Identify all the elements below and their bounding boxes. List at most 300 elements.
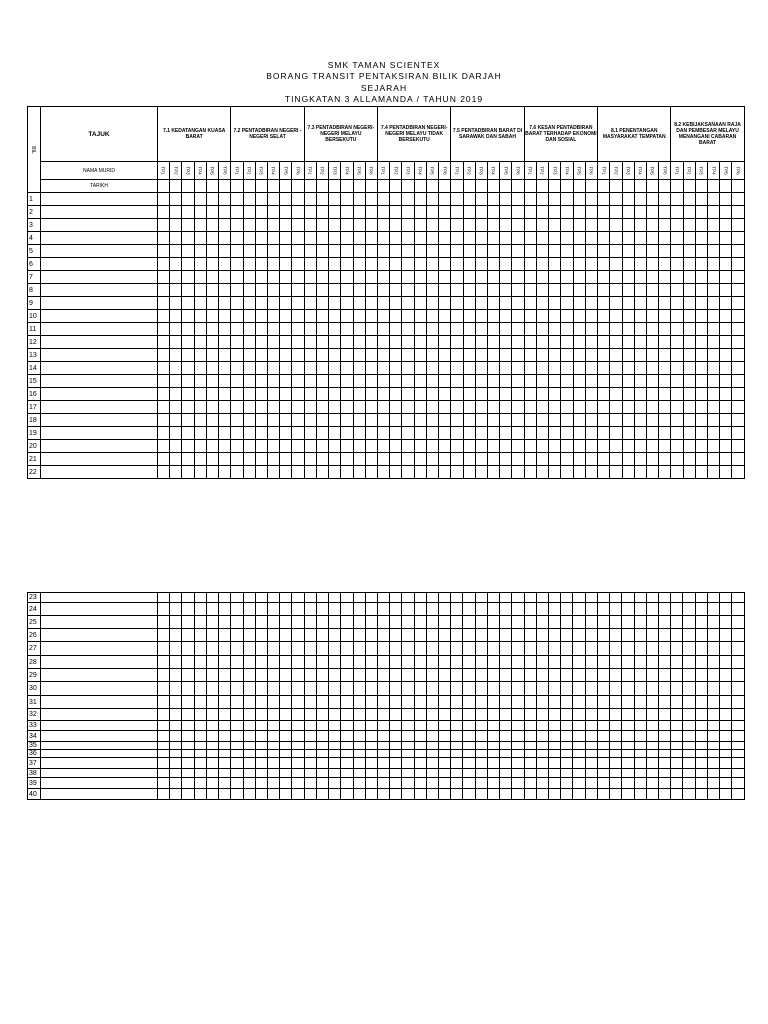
score-cell[interactable] [414,401,426,414]
score-cell[interactable] [292,709,304,721]
score-cell[interactable] [329,193,341,206]
score-cell[interactable] [732,440,744,453]
score-cell[interactable] [708,375,720,388]
score-cell[interactable] [732,271,744,284]
date-cell[interactable] [598,180,610,193]
score-cell[interactable] [646,245,658,258]
score-cell[interactable] [585,721,597,731]
score-cell[interactable] [378,466,390,479]
score-cell[interactable] [390,232,402,245]
score-cell[interactable] [329,375,341,388]
score-cell[interactable] [463,656,475,669]
score-cell[interactable] [304,219,316,232]
score-cell[interactable] [378,362,390,375]
score-cell[interactable] [377,758,389,769]
score-cell[interactable] [243,323,255,336]
score-cell[interactable] [671,245,683,258]
score-cell[interactable] [353,656,365,669]
score-cell[interactable] [219,440,231,453]
score-cell[interactable] [585,742,597,750]
score-cell[interactable] [170,310,182,323]
score-cell[interactable] [585,336,597,349]
score-cell[interactable] [561,336,573,349]
score-cell[interactable] [646,682,658,696]
score-cell[interactable] [671,206,683,219]
score-cell[interactable] [500,219,512,232]
score-cell[interactable] [585,616,597,629]
score-cell[interactable] [683,758,695,769]
score-cell[interactable] [426,656,438,669]
date-cell[interactable] [549,180,561,193]
score-cell[interactable] [182,297,194,310]
score-cell[interactable] [378,323,390,336]
score-cell[interactable] [585,297,597,310]
score-cell[interactable] [158,682,170,696]
score-cell[interactable] [598,232,610,245]
score-cell[interactable] [402,642,414,656]
score-cell[interactable] [402,310,414,323]
score-cell[interactable] [170,616,182,629]
score-cell[interactable] [219,271,231,284]
score-cell[interactable] [341,362,353,375]
score-cell[interactable] [708,245,720,258]
score-cell[interactable] [353,440,365,453]
score-cell[interactable] [292,232,304,245]
score-cell[interactable] [610,769,622,778]
score-cell[interactable] [720,193,732,206]
score-cell[interactable] [158,193,170,206]
score-cell[interactable] [194,193,206,206]
score-cell[interactable] [610,603,622,616]
score-cell[interactable] [524,731,536,742]
score-cell[interactable] [500,336,512,349]
score-cell[interactable] [280,310,292,323]
score-cell[interactable] [267,642,279,656]
score-cell[interactable] [426,642,438,656]
score-cell[interactable] [646,258,658,271]
score-cell[interactable] [524,193,536,206]
score-cell[interactable] [390,427,402,440]
score-cell[interactable] [536,310,548,323]
score-cell[interactable] [720,414,732,427]
score-cell[interactable] [512,669,524,682]
score-cell[interactable] [194,750,206,758]
score-cell[interactable] [194,297,206,310]
score-cell[interactable] [671,758,683,769]
score-cell[interactable] [646,401,658,414]
score-cell[interactable] [475,427,487,440]
score-cell[interactable] [329,642,341,656]
score-cell[interactable] [255,731,267,742]
score-cell[interactable] [487,336,499,349]
score-cell[interactable] [304,284,316,297]
score-cell[interactable] [732,388,744,401]
score-cell[interactable] [585,603,597,616]
score-cell[interactable] [549,284,561,297]
score-cell[interactable] [255,219,267,232]
score-cell[interactable] [219,245,231,258]
score-cell[interactable] [170,349,182,362]
student-name-cell[interactable] [41,349,158,362]
score-cell[interactable] [561,284,573,297]
score-cell[interactable] [414,232,426,245]
score-cell[interactable] [414,629,426,642]
score-cell[interactable] [414,362,426,375]
score-cell[interactable] [500,603,512,616]
score-cell[interactable] [597,642,609,656]
score-cell[interactable] [573,336,585,349]
score-cell[interactable] [451,616,463,629]
score-cell[interactable] [451,375,463,388]
score-cell[interactable] [549,758,561,769]
score-cell[interactable] [439,388,451,401]
score-cell[interactable] [243,297,255,310]
score-cell[interactable] [182,206,194,219]
score-cell[interactable] [549,721,561,731]
score-cell[interactable] [463,362,475,375]
score-cell[interactable] [463,258,475,271]
score-cell[interactable] [365,193,377,206]
score-cell[interactable] [500,769,512,778]
score-cell[interactable] [329,778,341,789]
score-cell[interactable] [597,769,609,778]
score-cell[interactable] [353,769,365,778]
score-cell[interactable] [255,629,267,642]
score-cell[interactable] [426,245,438,258]
score-cell[interactable] [634,297,646,310]
score-cell[interactable] [610,669,622,682]
score-cell[interactable] [659,271,671,284]
score-cell[interactable] [158,629,170,642]
score-cell[interactable] [646,219,658,232]
score-cell[interactable] [292,297,304,310]
score-cell[interactable] [402,453,414,466]
score-cell[interactable] [304,603,316,616]
score-cell[interactable] [316,682,328,696]
score-cell[interactable] [524,297,536,310]
score-cell[interactable] [292,310,304,323]
score-cell[interactable] [316,453,328,466]
score-cell[interactable] [683,769,695,778]
score-cell[interactable] [487,284,499,297]
score-cell[interactable] [463,682,475,696]
score-cell[interactable] [414,440,426,453]
score-cell[interactable] [439,629,451,642]
score-cell[interactable] [610,721,622,731]
score-cell[interactable] [304,414,316,427]
score-cell[interactable] [280,193,292,206]
student-name-cell[interactable] [41,789,158,800]
score-cell[interactable] [170,219,182,232]
score-cell[interactable] [439,323,451,336]
score-cell[interactable] [695,388,707,401]
score-cell[interactable] [158,603,170,616]
score-cell[interactable] [585,427,597,440]
score-cell[interactable] [206,232,218,245]
score-cell[interactable] [634,427,646,440]
score-cell[interactable] [206,750,218,758]
score-cell[interactable] [597,593,609,603]
score-cell[interactable] [487,232,499,245]
date-cell[interactable] [231,180,243,193]
score-cell[interactable] [500,271,512,284]
score-cell[interactable] [426,742,438,750]
score-cell[interactable] [353,297,365,310]
score-cell[interactable] [720,323,732,336]
score-cell[interactable] [610,682,622,696]
score-cell[interactable] [365,789,377,800]
score-cell[interactable] [671,603,683,616]
score-cell[interactable] [512,388,524,401]
score-cell[interactable] [231,245,243,258]
score-cell[interactable] [720,401,732,414]
date-cell[interactable] [353,180,365,193]
score-cell[interactable] [659,219,671,232]
score-cell[interactable] [267,669,279,682]
score-cell[interactable] [292,375,304,388]
score-cell[interactable] [341,603,353,616]
score-cell[interactable] [646,232,658,245]
score-cell[interactable] [720,245,732,258]
score-cell[interactable] [280,453,292,466]
score-cell[interactable] [378,297,390,310]
score-cell[interactable] [267,414,279,427]
score-cell[interactable] [610,758,622,769]
score-cell[interactable] [500,297,512,310]
score-cell[interactable] [610,709,622,721]
score-cell[interactable] [475,682,487,696]
score-cell[interactable] [720,742,732,750]
score-cell[interactable] [585,642,597,656]
score-cell[interactable] [622,362,634,375]
score-cell[interactable] [439,731,451,742]
score-cell[interactable] [390,603,402,616]
score-cell[interactable] [622,603,634,616]
student-name-cell[interactable] [41,219,158,232]
score-cell[interactable] [573,642,585,656]
score-cell[interactable] [487,789,499,800]
score-cell[interactable] [390,206,402,219]
score-cell[interactable] [573,193,585,206]
score-cell[interactable] [439,258,451,271]
date-cell[interactable] [683,180,695,193]
score-cell[interactable] [231,271,243,284]
score-cell[interactable] [598,427,610,440]
score-cell[interactable] [597,709,609,721]
score-cell[interactable] [646,427,658,440]
score-cell[interactable] [329,323,341,336]
score-cell[interactable] [524,414,536,427]
score-cell[interactable] [316,696,328,709]
score-cell[interactable] [329,440,341,453]
score-cell[interactable] [463,284,475,297]
score-cell[interactable] [439,297,451,310]
score-cell[interactable] [659,349,671,362]
score-cell[interactable] [280,789,292,800]
score-cell[interactable] [280,656,292,669]
score-cell[interactable] [707,769,719,778]
score-cell[interactable] [622,297,634,310]
score-cell[interactable] [622,193,634,206]
score-cell[interactable] [304,427,316,440]
score-cell[interactable] [170,297,182,310]
score-cell[interactable] [414,297,426,310]
score-cell[interactable] [487,750,499,758]
score-cell[interactable] [695,284,707,297]
score-cell[interactable] [206,696,218,709]
score-cell[interactable] [598,297,610,310]
score-cell[interactable] [170,375,182,388]
score-cell[interactable] [634,414,646,427]
score-cell[interactable] [683,232,695,245]
score-cell[interactable] [280,284,292,297]
score-cell[interactable] [463,750,475,758]
score-cell[interactable] [426,440,438,453]
score-cell[interactable] [549,656,561,669]
score-cell[interactable] [316,427,328,440]
score-cell[interactable] [329,284,341,297]
score-cell[interactable] [439,284,451,297]
score-cell[interactable] [158,709,170,721]
score-cell[interactable] [708,193,720,206]
score-cell[interactable] [292,323,304,336]
score-cell[interactable] [255,232,267,245]
score-cell[interactable] [353,375,365,388]
score-cell[interactable] [439,789,451,800]
score-cell[interactable] [390,709,402,721]
score-cell[interactable] [341,593,353,603]
student-name-cell[interactable] [41,593,158,603]
score-cell[interactable] [182,427,194,440]
score-cell[interactable] [194,778,206,789]
score-cell[interactable] [536,656,548,669]
score-cell[interactable] [390,750,402,758]
score-cell[interactable] [231,323,243,336]
score-cell[interactable] [487,742,499,750]
score-cell[interactable] [316,750,328,758]
score-cell[interactable] [658,669,670,682]
score-cell[interactable] [536,758,548,769]
score-cell[interactable] [695,769,707,778]
score-cell[interactable] [231,709,243,721]
score-cell[interactable] [707,616,719,629]
score-cell[interactable] [170,709,182,721]
score-cell[interactable] [561,388,573,401]
score-cell[interactable] [170,669,182,682]
score-cell[interactable] [292,742,304,750]
score-cell[interactable] [206,758,218,769]
score-cell[interactable] [243,789,255,800]
score-cell[interactable] [659,284,671,297]
score-cell[interactable] [158,414,170,427]
score-cell[interactable] [658,603,670,616]
score-cell[interactable] [304,709,316,721]
student-name-cell[interactable] [41,375,158,388]
score-cell[interactable] [707,731,719,742]
score-cell[interactable] [378,271,390,284]
score-cell[interactable] [585,388,597,401]
score-cell[interactable] [426,349,438,362]
score-cell[interactable] [280,219,292,232]
score-cell[interactable] [585,709,597,721]
score-cell[interactable] [378,388,390,401]
score-cell[interactable] [561,466,573,479]
score-cell[interactable] [353,427,365,440]
score-cell[interactable] [695,758,707,769]
score-cell[interactable] [451,323,463,336]
score-cell[interactable] [390,388,402,401]
score-cell[interactable] [170,758,182,769]
score-cell[interactable] [695,245,707,258]
score-cell[interactable] [720,669,732,682]
score-cell[interactable] [243,440,255,453]
score-cell[interactable] [561,414,573,427]
score-cell[interactable] [671,682,683,696]
score-cell[interactable] [708,349,720,362]
score-cell[interactable] [329,401,341,414]
student-name-cell[interactable] [41,778,158,789]
score-cell[interactable] [549,669,561,682]
score-cell[interactable] [708,219,720,232]
score-cell[interactable] [231,789,243,800]
score-cell[interactable] [231,603,243,616]
score-cell[interactable] [536,401,548,414]
score-cell[interactable] [194,709,206,721]
score-cell[interactable] [219,656,231,669]
score-cell[interactable] [683,629,695,642]
score-cell[interactable] [610,789,622,800]
score-cell[interactable] [341,669,353,682]
score-cell[interactable] [720,206,732,219]
score-cell[interactable] [365,323,377,336]
score-cell[interactable] [206,271,218,284]
score-cell[interactable] [267,466,279,479]
score-cell[interactable] [194,642,206,656]
score-cell[interactable] [426,206,438,219]
score-cell[interactable] [267,742,279,750]
score-cell[interactable] [158,440,170,453]
score-cell[interactable] [341,466,353,479]
score-cell[interactable] [597,742,609,750]
score-cell[interactable] [708,362,720,375]
score-cell[interactable] [500,362,512,375]
score-cell[interactable] [414,682,426,696]
score-cell[interactable] [439,642,451,656]
date-cell[interactable] [475,180,487,193]
score-cell[interactable] [365,466,377,479]
score-cell[interactable] [280,603,292,616]
score-cell[interactable] [365,709,377,721]
score-cell[interactable] [659,453,671,466]
score-cell[interactable] [316,349,328,362]
score-cell[interactable] [500,616,512,629]
score-cell[interactable] [695,682,707,696]
score-cell[interactable] [622,769,634,778]
score-cell[interactable] [732,778,744,789]
score-cell[interactable] [365,778,377,789]
score-cell[interactable] [610,375,622,388]
score-cell[interactable] [500,193,512,206]
score-cell[interactable] [610,731,622,742]
score-cell[interactable] [170,731,182,742]
score-cell[interactable] [267,616,279,629]
score-cell[interactable] [500,466,512,479]
score-cell[interactable] [426,750,438,758]
score-cell[interactable] [353,616,365,629]
score-cell[interactable] [170,401,182,414]
score-cell[interactable] [170,721,182,731]
score-cell[interactable] [610,440,622,453]
